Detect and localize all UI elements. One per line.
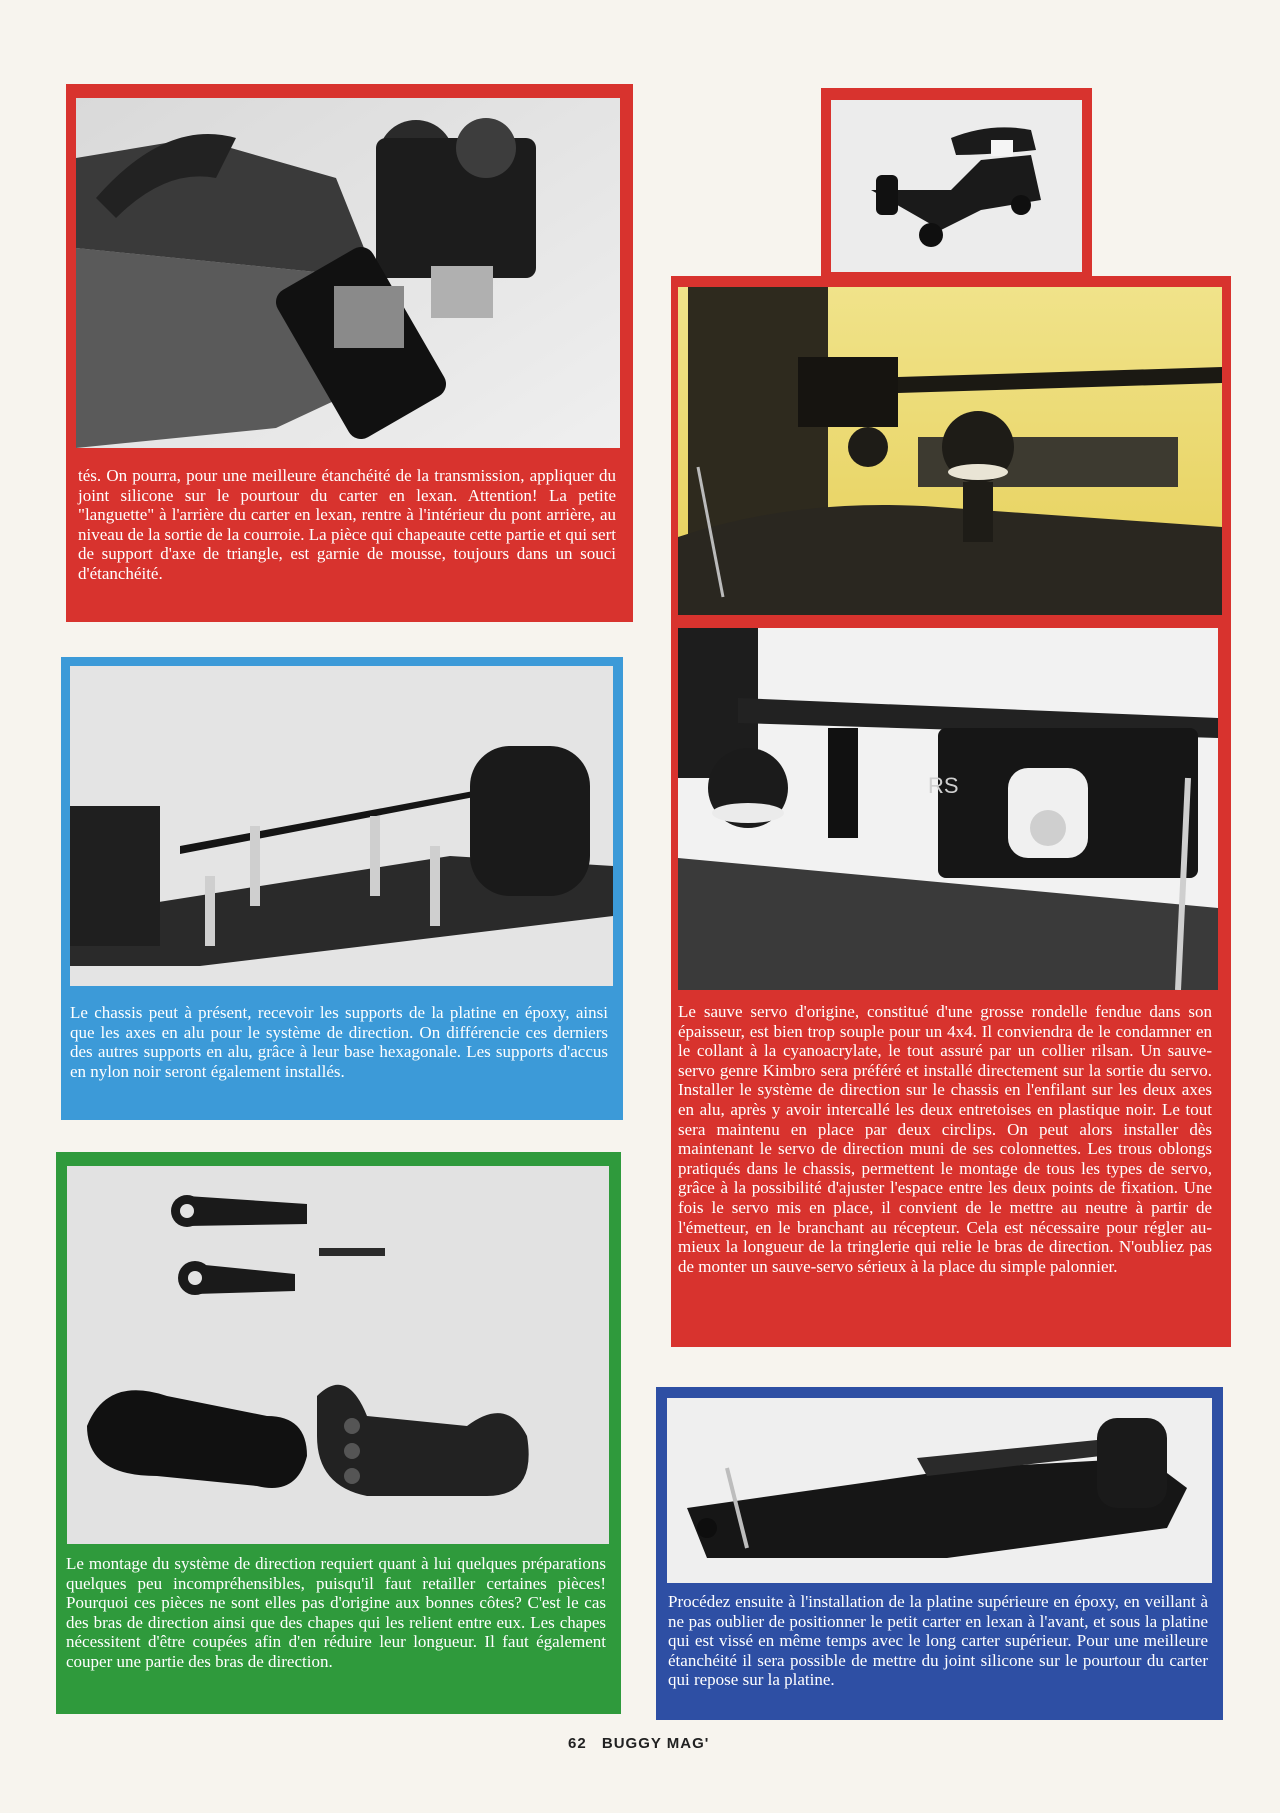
photo-steering-arms-assembly [831, 100, 1082, 272]
photo-servo-installed [678, 628, 1218, 990]
photo-steering-mechanism-color [678, 287, 1222, 615]
caption-top-plate: Procédez ensuite à l'installation de la platine supérieure en époxy, en veillant à ne pas oublier de positionner le petit carter en lexan à l'avant, et sous la platine qui est vissé en même temps avec le long carter supérieur. Pour une meilleure étanchéité il sera possible de mettre du joint silicone sur le pourtour du carter qui repose sur la platine. [668, 1592, 1208, 1690]
caption-rear-seal: tés. On pourra, pour une meilleure étanchéité de la transmission, appliquer du joint silicone sur le pourtour du carter en lexan. Attention! La petite "languette" à l'arrière du carter en lexan, rentre à l'intérieur du pont arrière, au niveau de la sortie de la courroie. La pièce qui chapeaute cette partie et qui sert de support d'axe de triangle, est garnie de mousse, toujours dans un souci d'étanchéité. [78, 466, 616, 583]
magazine-name: BUGGY MAG' [601, 1735, 710, 1752]
caption-steering-parts: Le montage du système de direction requiert quant à lui quelques préparations quelques peu incompréhensibles, puisqu'il faut retailler certaines pièces! Pourquoi ces pièces ne sont elles pas d'origine aux bonnes côtes? C'est le cas des bras de direction ainsi que des chapes qui les relient entre eux. Les chapes nécessitent d'être coupées afin d'en réduire leur longueur. Il faut également couper une partie des bras de direction. [66, 1554, 606, 1671]
photo-rear-transmission [76, 98, 620, 448]
photo-chassis-belt [70, 666, 613, 986]
page-number: 62 [568, 1735, 587, 1752]
caption-servo-saver: Le sauve servo d'origine, constitué d'une grosse rondelle fendue dans son épaisseur, est bien trop souple pour un 4x4. Il conviendra de le condamner en le collant à la cyanoacrylate, le tout assuré par un collier rilsan. Un sauve-servo genre Kimbro sera préféré et installé directement sur la sortie du servo. Installer le système de direction sur le chassis en l'enfilant sur les deux axes en alu, après y avoir intercallé les deux entretoises en plastique noir. Le tout sera maintenu en place par deux circlips. On peut alors installer dès maintenant le servo de direction muni de ses colonnettes. Les trous oblongs pratiqués dans le chassis, permettent le montage de tous les types de servo, grâce à la possibilité d'ajuster l'espace entre les deux points de fixation. Une fois le servo mis en place, il convient de le mettre au neutre à partir de l'émetteur, en le branchant au récepteur. Cela est nécessaire pour régler au-mieux la longueur de la tringlerie qui relie le bras de direction. N'oubliez pas de monter un sauve-servo sérieux à la place du simple palonnier. [678, 1002, 1212, 1276]
photo-steering-parts-loose [67, 1166, 609, 1544]
caption-chassis-supports: Le chassis peut à présent, recevoir les supports de la platine en époxy, ainsi que les axes en alu pour le système de direction. On différencie ces derniers des autres supports en alu, grâce à leur base hexagonale. Les supports d'accus en nylon noir seront également installés. [70, 1003, 608, 1081]
page-footer [568, 1735, 719, 1752]
photo-top-plate-installed [667, 1398, 1212, 1583]
servo-label-text: RS [928, 773, 959, 798]
